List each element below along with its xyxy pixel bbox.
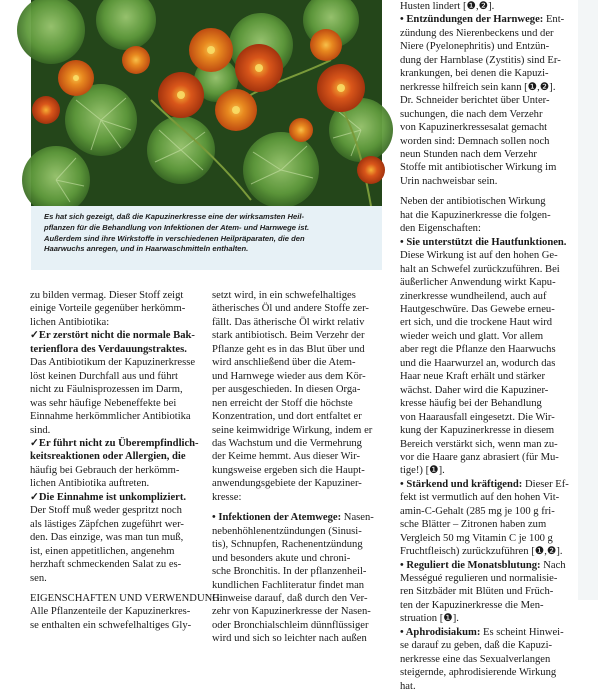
paragraph-spacer [212, 504, 382, 511]
text-line: ten der Kapuzinerkresse die Men- [400, 599, 544, 611]
caption-line: pflanzen für die Behandlung von Infektionen der Atem- und Harnwege ist. [44, 222, 310, 232]
text-line: lichen Antibiotika: [30, 316, 110, 328]
text-line: kundlichen Fachliteratur findet man [212, 579, 365, 591]
text-line: Einnahme herkömmlicher Antibiotika [30, 411, 191, 423]
text-line: kresse: [212, 491, 242, 503]
text-line: vor die Haare ganz abrasiert (für Mu- [400, 451, 559, 463]
text-line: • Aphrodisiakum: Es scheint Hinwei- [400, 626, 564, 638]
text-line: Dr. Schneider berichtet über Unter- [400, 95, 550, 107]
text-line: oder Bronchialschleim dünnflüssiger [212, 619, 369, 631]
text-line: Pflanze geht es in das Blut über und [212, 343, 365, 355]
bold-heading: • Reguliert die Monatsblutung: [400, 559, 541, 571]
text-line: ert sich, und die trockene Haut wird [400, 317, 553, 329]
text-line: fällt. Das ätherische Öl wirkt relativ [212, 316, 365, 328]
paragraph-spacer [400, 188, 568, 195]
text-line: steigernde, aphrodisierende Wirkung [400, 667, 557, 679]
bold-heading: • Stärkend und kräftigend: [400, 478, 523, 490]
text-line: was sehr häufige Nebeneffekte bei [30, 397, 177, 409]
text-line: und besonders akute und chroni- [212, 552, 351, 564]
text-line: suchungen, die nach dem Verzehr [400, 108, 543, 120]
bold-heading: keitsreaktionen oder Allergien, die [30, 451, 186, 463]
text-line [30, 450, 200, 463]
text-line: sen. [30, 572, 47, 584]
text-line: Hautgeschwüre. Das Gewebe erneu- [400, 303, 555, 315]
text-line: kung der Kapuzinerkresse in diesem [400, 425, 555, 437]
text-line: zinerkresse wundheilend, auch auf [400, 290, 547, 302]
text-line: den. Das einzige, was man tun muß, [30, 532, 184, 544]
text-line: • Stärkend und kräftigend: Dieser Ef- [400, 478, 569, 490]
caption-line: Außerdem sind ihre Wirkstoffe in verschiedenen Heilpräparaten, die den [44, 233, 305, 243]
text-line: Der Stoff muß weder gespritzt noch [30, 505, 182, 517]
text-column-middle [212, 289, 382, 646]
caption-line: Es hat sich gezeigt, daß die Kapuzinerkresse eine der wirksamsten Heil- [44, 212, 304, 221]
text-line: und Harnwege wieder aus dem Kör- [212, 370, 366, 382]
text-line: nerkresse eine das Sexualverlangen [400, 653, 551, 665]
text-line: setzt wird, in ein schwefelhaltiges [212, 290, 356, 301]
text-line: zündung des Nierenbeckens und der [400, 27, 554, 39]
bold-heading: • Infektionen der Atemwege: [212, 512, 342, 524]
text-line: struation [❶]. [400, 613, 459, 625]
nasturtium-illustration [31, 0, 382, 206]
text-line: tis), Schnupfen, Rachenentzündung [212, 539, 363, 551]
text-line: wächst. Daher wird die Kapuziner- [400, 384, 549, 396]
bold-heading: • Aphrodisiakum: [400, 626, 481, 638]
text-line: dung der Harnblase (Zystitis) sind Er- [400, 54, 561, 66]
text-line: Das Antibiotikum der Kapuzinerkresse [30, 357, 196, 369]
text-line: krankungen, bei denen die Kapuzi- [400, 68, 549, 80]
text-line: per ausgeschieden. In diesen Orga- [212, 384, 361, 396]
text-line: Stoffe mit antibiotischer Wirkung im [400, 162, 557, 174]
text-line: Husten lindert [❶,❷]. [400, 1, 495, 12]
text-line: einige Vorteile gegenüber herkömm- [30, 303, 186, 315]
text-line: sche Blätter – Zitronen haben zum [400, 519, 547, 531]
text-line: äußerlicher Anwendung wirkt Kapu- [400, 277, 556, 289]
text-line: Neben der antibiotischen Wirkung [400, 196, 546, 208]
text-line: Vergleich 50 mg Vitamin C je 100 g [400, 532, 553, 544]
text-line: häufig bei Gebrauch der herkömm- [30, 464, 180, 476]
text-line: als lästiges Zäpfchen zugeführt wer- [30, 518, 184, 530]
text-line: hat. [400, 680, 416, 692]
text-line: Diese Wirkung ist auf den hohen Ge- [400, 250, 558, 262]
text-line [30, 437, 200, 450]
text-line [30, 329, 200, 342]
text-line: hat die Kapuzinerkresse die folgen- [400, 209, 551, 221]
text-line: kresse häufig bei der Behandlung [400, 398, 542, 410]
text-line: Urin nachweisbar sein. [400, 175, 498, 187]
text-line: Hinweise darauf, daß durch den Ver- [212, 592, 368, 604]
text-line: Bereich verstärkt sich, wenn man zu- [400, 438, 558, 450]
text-line: EIGENSCHAFTEN UND VERWENDUNG: [30, 592, 223, 604]
text-line: halt an Schwefel zurückzuführen. Bei [400, 263, 560, 275]
text-line: neun Stunden nach dem Verzehr [400, 148, 537, 160]
text-line: ätherisches Öl und andere Stoffe zer- [212, 303, 369, 315]
text-line: fekt ist vermutlich auf den hohen Vit- [400, 492, 560, 504]
bold-heading: • Entzündungen der Harnwege: [400, 14, 544, 26]
text-line: Konzentration, und dort entfaltet er [212, 411, 362, 423]
text-line: nicht zu Fäulnisprozessen im Darm, [30, 384, 183, 396]
bold-heading: ✓Er führt nicht zu Überempfindlich- [30, 437, 199, 449]
text-line: aber regt die Pflanze den Haarwuchs [400, 344, 556, 356]
text-line [30, 343, 200, 356]
text-line: Alle Pflanzenteile der Kapuzinerkres- [30, 606, 191, 618]
text-line: von Kapuzinerkressesalat gemacht [400, 122, 548, 134]
text-column-right [400, 0, 568, 693]
text-line: wird anschließend über die Atem- [212, 357, 356, 369]
text-line: se darauf zu geben, daß die Kapuzi- [400, 640, 553, 652]
text-column-left [30, 289, 223, 632]
page-edge [578, 0, 598, 600]
text-line: und die Haarwurzel an, wodurch das [400, 357, 556, 369]
text-line: das Wachstum und die Vermehrung [212, 437, 362, 449]
text-line [30, 491, 200, 504]
paragraph-spacer [30, 585, 200, 592]
text-line: sche Bronchitis. In der pflanzenheil- [212, 566, 367, 578]
text-line: Mességué regulieren und normalisie- [400, 573, 558, 585]
text-line: sind. [30, 424, 51, 436]
text-line: seine keimwidrige Wirkung, indem er [212, 424, 373, 436]
text-line: Haar neue Kraft erhält und stärker [400, 371, 546, 383]
text-line: worden sind: Demnach sollen noch [400, 135, 550, 147]
text-line: Niere (Pyelonephritis) und Entzün- [400, 41, 550, 53]
text-line: Fruchtfleisch) zurückzuführen [❶,❷]. [400, 546, 563, 558]
text-line: anwendungsgebiete der Kapuziner- [212, 478, 362, 490]
text-line: ren Sitzbäder mit Blüten und Früch- [400, 586, 554, 598]
text-line: tige!) [❶]. [400, 465, 445, 477]
text-line: nebenhöhlenentzündungen (Sinusi- [212, 525, 362, 537]
text-line: nerkresse hilfreich sein kann [❶,❷]. [400, 81, 556, 93]
text-line: amin-C-Gehalt (285 mg je 100 g fri- [400, 505, 555, 517]
text-line: von Haarausfall eingesetzt. Die Wir- [400, 411, 555, 423]
bold-heading: ✓Die Einnahme ist unkompliziert. [30, 491, 187, 503]
caption-line: Haarwuchs anregen, und in Haarwaschmitteln enthalten. [44, 244, 249, 254]
text-line: se enthalten ein schwefelhaltiges Gly- [30, 619, 192, 631]
text-line: der Keime hemmt. Aus dieser Wir- [212, 451, 361, 463]
bold-heading: ✓Er zerstört nicht die normale Bak- [30, 330, 195, 342]
photo-caption [44, 212, 376, 255]
text-line: • Infektionen der Atemwege: Nasen- [212, 512, 374, 524]
nasturtium-photo [31, 0, 382, 206]
text-line: wieder weich und glatt. Vor allem [400, 330, 544, 342]
text-line: • Entzündungen der Harnwege: Ent- [400, 14, 565, 26]
bold-heading: • Sie unterstützt die Hautfunktionen. [400, 236, 567, 248]
text-line: wird und sich so leichter nach außen [212, 633, 367, 645]
text-line: herzhaft schmeckenden Salat zu es- [30, 559, 182, 571]
text-line: ist, einen appetitlichen, angenehm [30, 545, 175, 557]
text-line: stark antibiotisch. Beim Verzehr der [212, 330, 365, 342]
text-line: • Reguliert die Monatsblutung: Nach [400, 559, 566, 571]
text-line: zehr von Kapuzinerkresse der Nasen- [212, 606, 371, 618]
text-line [400, 236, 568, 249]
text-line: kungsweise ergeben sich die Haupt- [212, 464, 365, 476]
text-line: zu bilden vermag. Dieser Stoff zeigt [30, 290, 184, 301]
text-line: den Eigenschaften: [400, 223, 481, 235]
text-line: löst keinen Durchfall aus und führt [30, 370, 178, 382]
text-line: nen erreicht der Stoff die höchste [212, 397, 353, 409]
bold-heading: terienflora des Verdauungstraktes. [30, 343, 187, 355]
text-line: lichen Antibiotika auftreten. [30, 478, 150, 490]
